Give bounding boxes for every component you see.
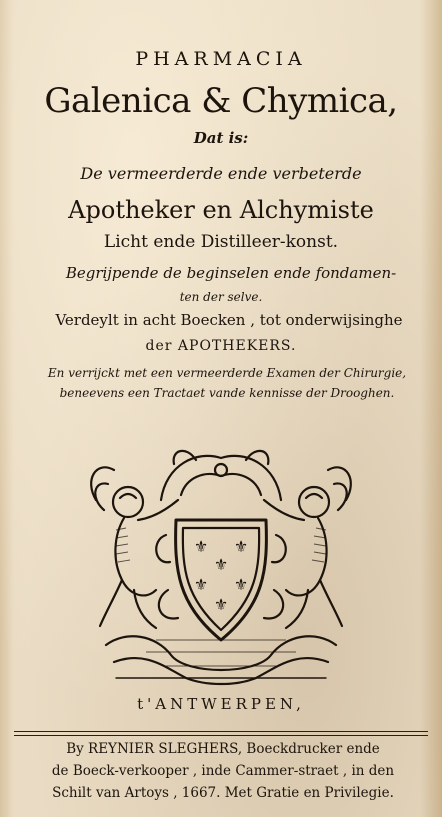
printers-mark-cherubs-with-fleur-de-lis-shield-icon (86, 440, 356, 690)
colophon-line-1: By REYNIER SLEGHERS, Boeckdrucker ende (66, 741, 380, 757)
svg-text:⚜: ⚜ (213, 595, 229, 614)
imprint-place: t'ANTWERPEN, (137, 695, 305, 713)
colophon-line-2: de Boeck-verkooper , inde Cammer-straet , in den (51, 763, 395, 779)
subtitle-vermeerderde: De vermeerderde ende verbeterde (80, 164, 362, 183)
svg-text:⚜: ⚜ (193, 537, 209, 556)
svg-text:⚜: ⚜ (193, 575, 209, 594)
text-ten-der-selve: ten der selve. (179, 290, 263, 304)
svg-text:⚜: ⚜ (213, 555, 229, 574)
divider-double-rule-bottom (14, 735, 428, 736)
text-verrijckt: En verrijckt met een vermeerderde Examen der Chirurgie, (47, 366, 407, 380)
title-pharmacia: PHARMACIA (135, 48, 307, 70)
text-beneevens: beneevens een Tractaet vande kennisse der Drooghen. (59, 386, 395, 400)
title-licht-distilleer: Licht ende Distilleer-konst. (103, 232, 339, 252)
svg-text:⚜: ⚜ (233, 537, 249, 556)
title-galenica-chymica: Galenica & Chymica, (44, 81, 398, 121)
text-begrijpende: Begrijpende de beginselen ende fondamen- (65, 264, 397, 282)
svg-text:⚜: ⚜ (233, 575, 249, 594)
text-verdeylt: Verdeylt in acht Boecken , tot onderwijsinghe (55, 311, 403, 329)
title-dat-is: Dat is: (193, 129, 249, 147)
title-apotheker-alchymiste: Apotheker en Alchymiste (68, 196, 374, 224)
colophon-line-3: Schilt van Artoys , 1667. Met Gratie en Privilegie. (52, 785, 394, 801)
text-der-apothekers: der APOTHEKERS. (145, 338, 297, 354)
divider-double-rule-top (14, 731, 428, 732)
